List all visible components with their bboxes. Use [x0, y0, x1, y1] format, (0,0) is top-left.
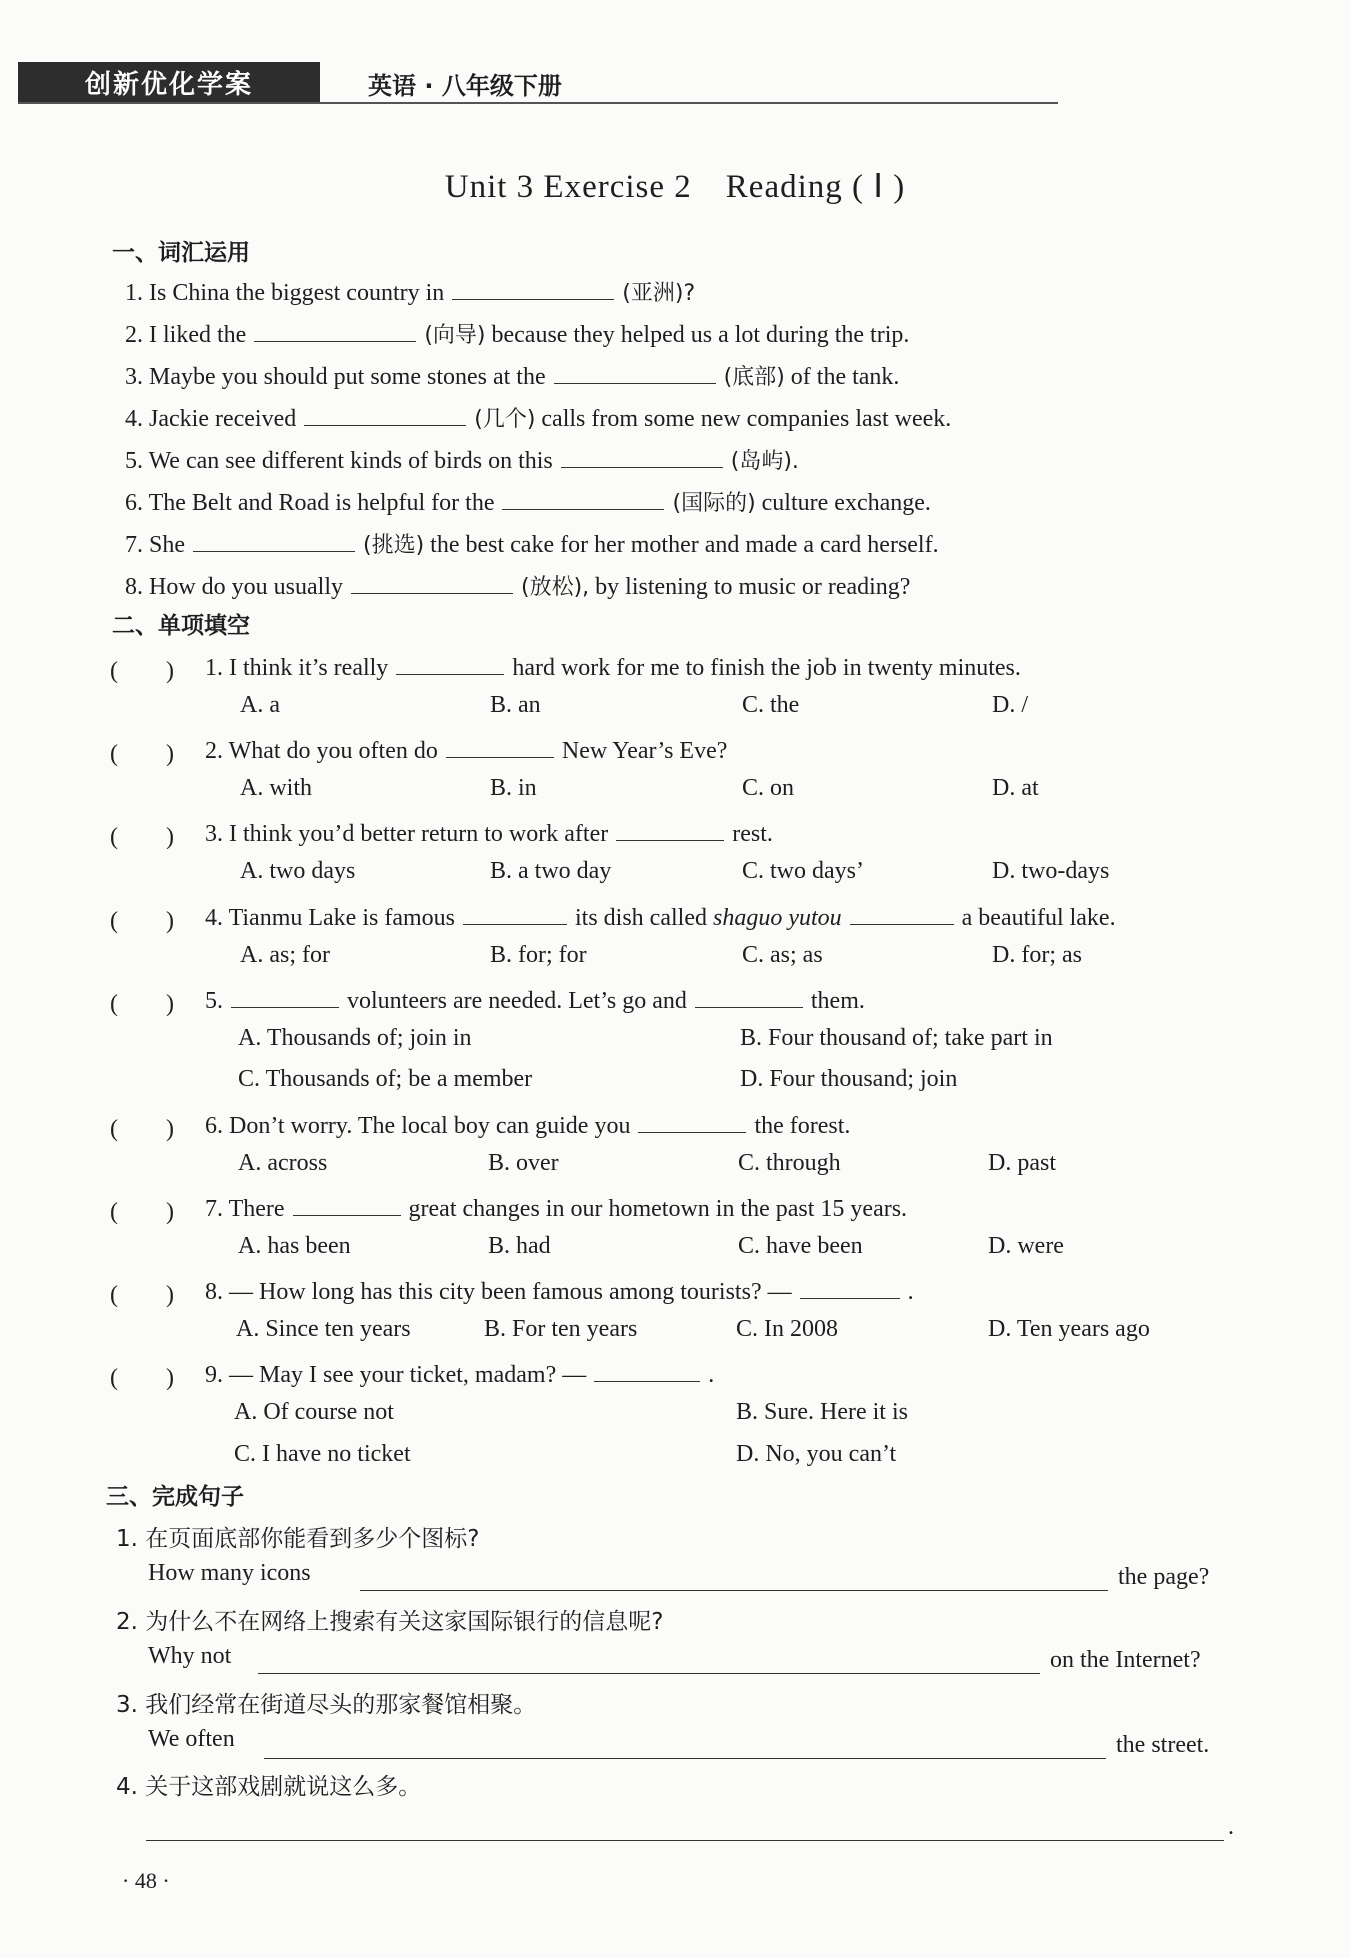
- chinese-prompt: 3. 我们经常在街道尽头的那家餐馆相聚。: [116, 1692, 537, 1718]
- option-a[interactable]: A. Thousands of; join in: [238, 1025, 472, 1051]
- vocab-item: 2. I liked the (向导) because they helped us a lot during the trip.: [125, 317, 909, 349]
- option-a[interactable]: A. Of course not: [234, 1399, 394, 1425]
- answer-paren[interactable]: ( ): [110, 1116, 174, 1142]
- english-prefix: We often: [148, 1726, 235, 1752]
- question-stem: 3. I think you’d better return to work after rest.: [205, 816, 773, 848]
- english-suffix: the street.: [1116, 1732, 1210, 1758]
- answer-blank: [231, 983, 339, 1008]
- option-c[interactable]: C. on: [742, 775, 795, 801]
- answer-blank: [638, 1108, 746, 1133]
- option-a[interactable]: A. with: [240, 775, 312, 801]
- english-suffix: the page?: [1118, 1564, 1210, 1590]
- option-b[interactable]: B. Sure. Here it is: [736, 1399, 908, 1425]
- vocab-item: 8. How do you usually (放松), by listening to music or reading?: [125, 569, 910, 601]
- answer-paren[interactable]: ( ): [110, 824, 174, 850]
- option-c[interactable]: C. the: [742, 692, 800, 718]
- answer-blank[interactable]: [304, 401, 466, 426]
- option-c[interactable]: C. In 2008: [736, 1316, 838, 1342]
- book-banner: 创新优化学案: [18, 62, 320, 102]
- vocab-item: 1. Is China the biggest country in (亚洲)?: [125, 275, 695, 307]
- english-prefix: Why not: [148, 1643, 232, 1669]
- option-d[interactable]: D. Four thousand; join: [740, 1066, 958, 1092]
- answer-blank: [695, 983, 803, 1008]
- answer-line[interactable]: [258, 1673, 1040, 1674]
- section-heading-vocab: 一、词汇运用: [112, 240, 250, 266]
- answer-paren[interactable]: ( ): [110, 991, 174, 1017]
- option-a[interactable]: A. has been: [238, 1233, 351, 1259]
- answer-blank: [396, 650, 504, 675]
- answer-blank: [594, 1357, 700, 1382]
- option-b[interactable]: B. Four thousand of; take part in: [740, 1025, 1053, 1051]
- answer-blank: [293, 1191, 401, 1216]
- question-stem: 4. Tianmu Lake is famous its dish called shaguo yutou a beautiful lake.: [205, 900, 1116, 932]
- option-b[interactable]: B. over: [488, 1150, 559, 1176]
- answer-paren[interactable]: ( ): [110, 658, 174, 684]
- option-c[interactable]: C. through: [738, 1150, 841, 1176]
- answer-blank: [800, 1274, 900, 1299]
- answer-paren[interactable]: ( ): [110, 1365, 174, 1391]
- answer-blank: [446, 733, 554, 758]
- vocab-item: 3. Maybe you should put some stones at the (底部) of the tank.: [125, 359, 899, 391]
- option-b[interactable]: B. for; for: [490, 942, 587, 968]
- option-c[interactable]: C. as; as: [742, 942, 823, 968]
- option-c[interactable]: C. Thousands of; be a member: [238, 1066, 533, 1092]
- answer-blank[interactable]: [561, 443, 723, 468]
- chinese-prompt: 2. 为什么不在网络上搜索有关这家国际银行的信息呢?: [116, 1609, 664, 1635]
- question-stem: 7. There great changes in our hometown in the past 15 years.: [205, 1191, 907, 1223]
- page-title: Unit 3 Exercise 2 Reading ( Ⅰ ): [444, 169, 906, 205]
- question-stem: 2. What do you often do New Year’s Eve?: [205, 733, 727, 765]
- option-b[interactable]: B. had: [488, 1233, 551, 1259]
- answer-blank: [463, 900, 567, 925]
- vocab-item: 7. She (挑选) the best cake for her mother and made a card herself.: [125, 527, 939, 559]
- chinese-prompt: 4. 关于这部戏剧就说这么多。: [116, 1774, 422, 1800]
- header-rule: [18, 102, 1058, 104]
- answer-blank: [850, 900, 954, 925]
- option-b[interactable]: B. For ten years: [484, 1316, 638, 1342]
- option-a[interactable]: A. Since ten years: [236, 1316, 411, 1342]
- section-heading-choice: 二、单项填空: [112, 613, 250, 639]
- chinese-prompt: 1. 在页面底部你能看到多少个图标?: [116, 1526, 480, 1552]
- option-a[interactable]: A. as; for: [240, 942, 330, 968]
- question-stem: 6. Don’t worry. The local boy can guide you the forest.: [205, 1108, 850, 1140]
- option-a[interactable]: A. across: [238, 1150, 328, 1176]
- question-stem: 1. I think it’s really hard work for me to finish the job in twenty minutes.: [205, 650, 1021, 682]
- answer-blank[interactable]: [452, 275, 614, 300]
- english-suffix: .: [1228, 1814, 1234, 1840]
- option-d[interactable]: D. two-days: [992, 858, 1110, 884]
- option-b[interactable]: B. in: [490, 775, 537, 801]
- english-suffix: on the Internet?: [1050, 1647, 1201, 1673]
- answer-line[interactable]: [146, 1840, 1224, 1841]
- vocab-item: 5. We can see different kinds of birds on this (岛屿).: [125, 443, 799, 475]
- answer-blank[interactable]: [254, 317, 416, 342]
- option-d[interactable]: D. for; as: [992, 942, 1082, 968]
- answer-blank[interactable]: [502, 485, 664, 510]
- answer-blank[interactable]: [193, 527, 355, 552]
- option-b[interactable]: B. an: [490, 692, 541, 718]
- option-d[interactable]: D. at: [992, 775, 1039, 801]
- option-a[interactable]: A. a: [240, 692, 280, 718]
- option-c[interactable]: C. two days’: [742, 858, 864, 884]
- vocab-item: 6. The Belt and Road is helpful for the (国际的) culture exchange.: [125, 485, 931, 517]
- question-stem: 8. — How long has this city been famous among tourists? — .: [205, 1274, 914, 1306]
- answer-blank: [616, 816, 724, 841]
- page-number: · 48 ·: [122, 1868, 170, 1893]
- answer-paren[interactable]: ( ): [110, 741, 174, 767]
- option-c[interactable]: C. have been: [738, 1233, 863, 1259]
- vocab-item: 4. Jackie received (几个) calls from some new companies last week.: [125, 401, 951, 433]
- answer-paren[interactable]: ( ): [110, 908, 174, 934]
- answer-paren[interactable]: ( ): [110, 1199, 174, 1225]
- answer-paren[interactable]: ( ): [110, 1282, 174, 1308]
- option-d[interactable]: D. Ten years ago: [988, 1316, 1150, 1342]
- section-heading-complete: 三、完成句子: [106, 1484, 244, 1510]
- answer-blank[interactable]: [554, 359, 716, 384]
- option-d[interactable]: D. were: [988, 1233, 1064, 1259]
- english-prefix: How many icons: [148, 1560, 311, 1586]
- option-a[interactable]: A. two days: [240, 858, 356, 884]
- option-d[interactable]: D. past: [988, 1150, 1056, 1176]
- answer-blank[interactable]: [351, 569, 513, 594]
- question-stem: 5. volunteers are needed. Let’s go and them.: [205, 983, 865, 1015]
- option-b[interactable]: B. a two day: [490, 858, 612, 884]
- option-d[interactable]: D. No, you can’t: [736, 1441, 897, 1467]
- subject-label: 英语 · 八年级下册: [368, 72, 562, 100]
- answer-line[interactable]: [360, 1590, 1108, 1591]
- question-stem: 9. — May I see your ticket, madam? — .: [205, 1357, 714, 1389]
- option-d[interactable]: D. /: [992, 692, 1028, 718]
- option-c[interactable]: C. I have no ticket: [234, 1441, 411, 1467]
- answer-line[interactable]: [264, 1758, 1106, 1759]
